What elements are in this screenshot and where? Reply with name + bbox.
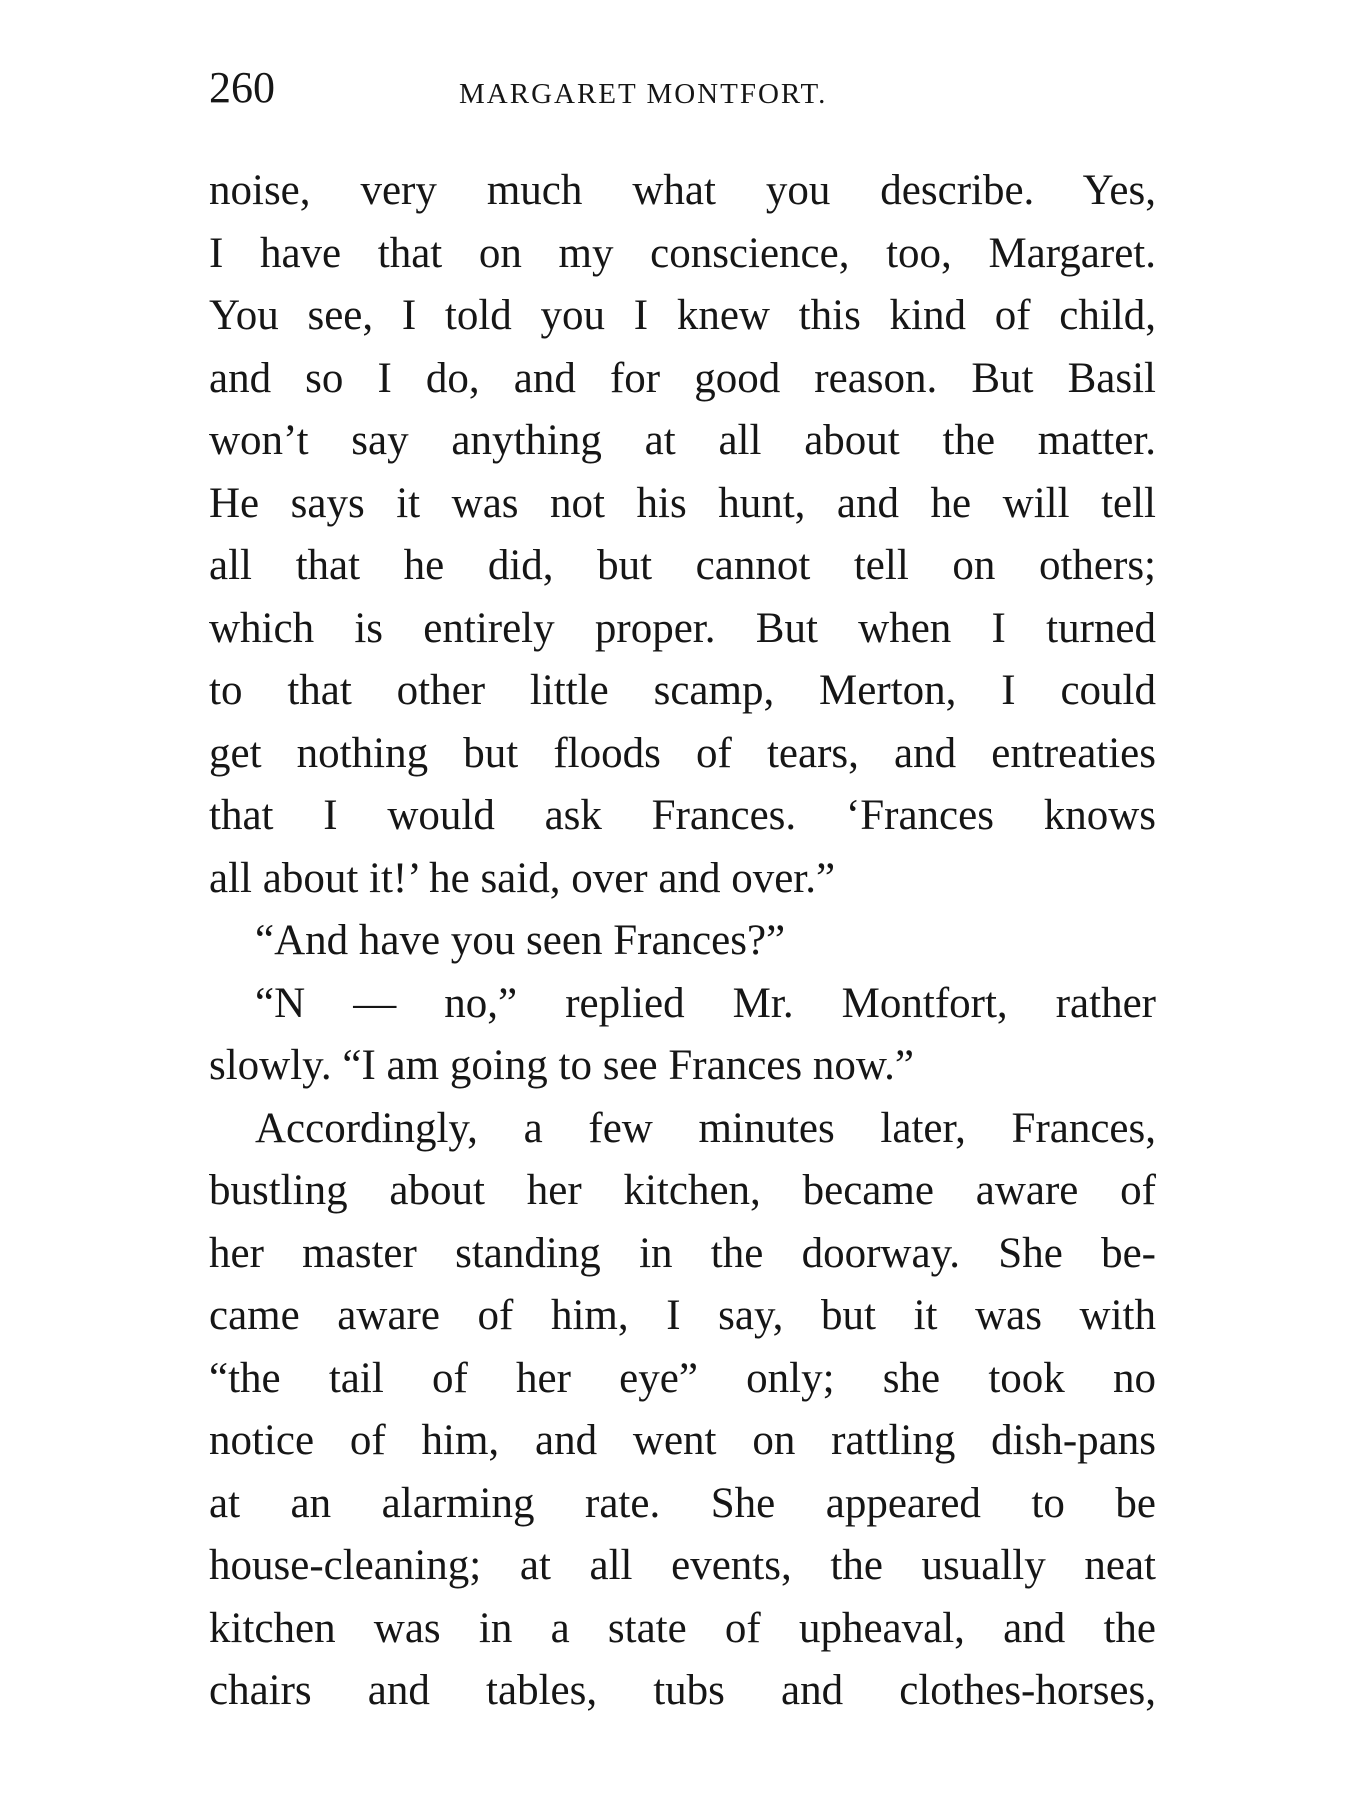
running-head bbox=[209, 58, 1169, 118]
body-text bbox=[209, 160, 1156, 1723]
text-line: bustling about her kitchen, became aware of bbox=[209, 1167, 1156, 1214]
text-line: get nothing but floods of tears, and entreaties bbox=[209, 729, 1156, 777]
text-line: “And have you seen Frances?” bbox=[255, 917, 786, 964]
text-line: won’t say anything at all about the matter. bbox=[209, 417, 1156, 464]
text-line: to that other little scamp, Merton, I could bbox=[209, 667, 1156, 714]
text-line: that I would ask Frances. ‘Frances knows bbox=[209, 792, 1156, 839]
text-line: and so I do, and for good reason. But Basil bbox=[209, 354, 1156, 402]
text-line: all about it!’ he said, over and over.” bbox=[209, 854, 836, 902]
text-line: all that he did, but cannot tell on others; bbox=[209, 542, 1156, 589]
text-line: You see, I told you I knew this kind of child, bbox=[209, 292, 1156, 339]
text-line: came aware of him, I say, but it was with bbox=[209, 1292, 1156, 1339]
text-line: “N — no,” replied Mr. Montfort, rather bbox=[255, 979, 1156, 1027]
text-line: slowly. “I am going to see Frances now.” bbox=[209, 1042, 914, 1089]
text-line: chairs and tables, tubs and clothes-horses, bbox=[209, 1667, 1156, 1714]
text-line: noise, very much what you describe. Yes, bbox=[209, 167, 1156, 214]
text-line: Accordingly, a few minutes later, Frances, bbox=[255, 1104, 1156, 1152]
text-line: at an alarming rate. She appeared to be bbox=[209, 1479, 1156, 1527]
text-line: her master standing in the doorway. She be- bbox=[209, 1229, 1156, 1277]
text-line: “the tail of her eye” only; she took no bbox=[209, 1354, 1156, 1402]
text-line: house-cleaning; at all events, the usually neat bbox=[209, 1542, 1156, 1589]
text-line: He says it was not his hunt, and he will tell bbox=[209, 479, 1156, 527]
page-number: 260 bbox=[209, 63, 275, 112]
text-line: notice of him, and went on rattling dish-pans bbox=[209, 1417, 1156, 1464]
text-line: which is entirely proper. But when I turned bbox=[209, 604, 1156, 652]
text-line: I have that on my conscience, too, Margaret. bbox=[209, 229, 1156, 277]
running-title: MARGARET MONTFORT. bbox=[459, 78, 828, 110]
text-line: kitchen was in a state of upheaval, and the bbox=[209, 1604, 1156, 1652]
